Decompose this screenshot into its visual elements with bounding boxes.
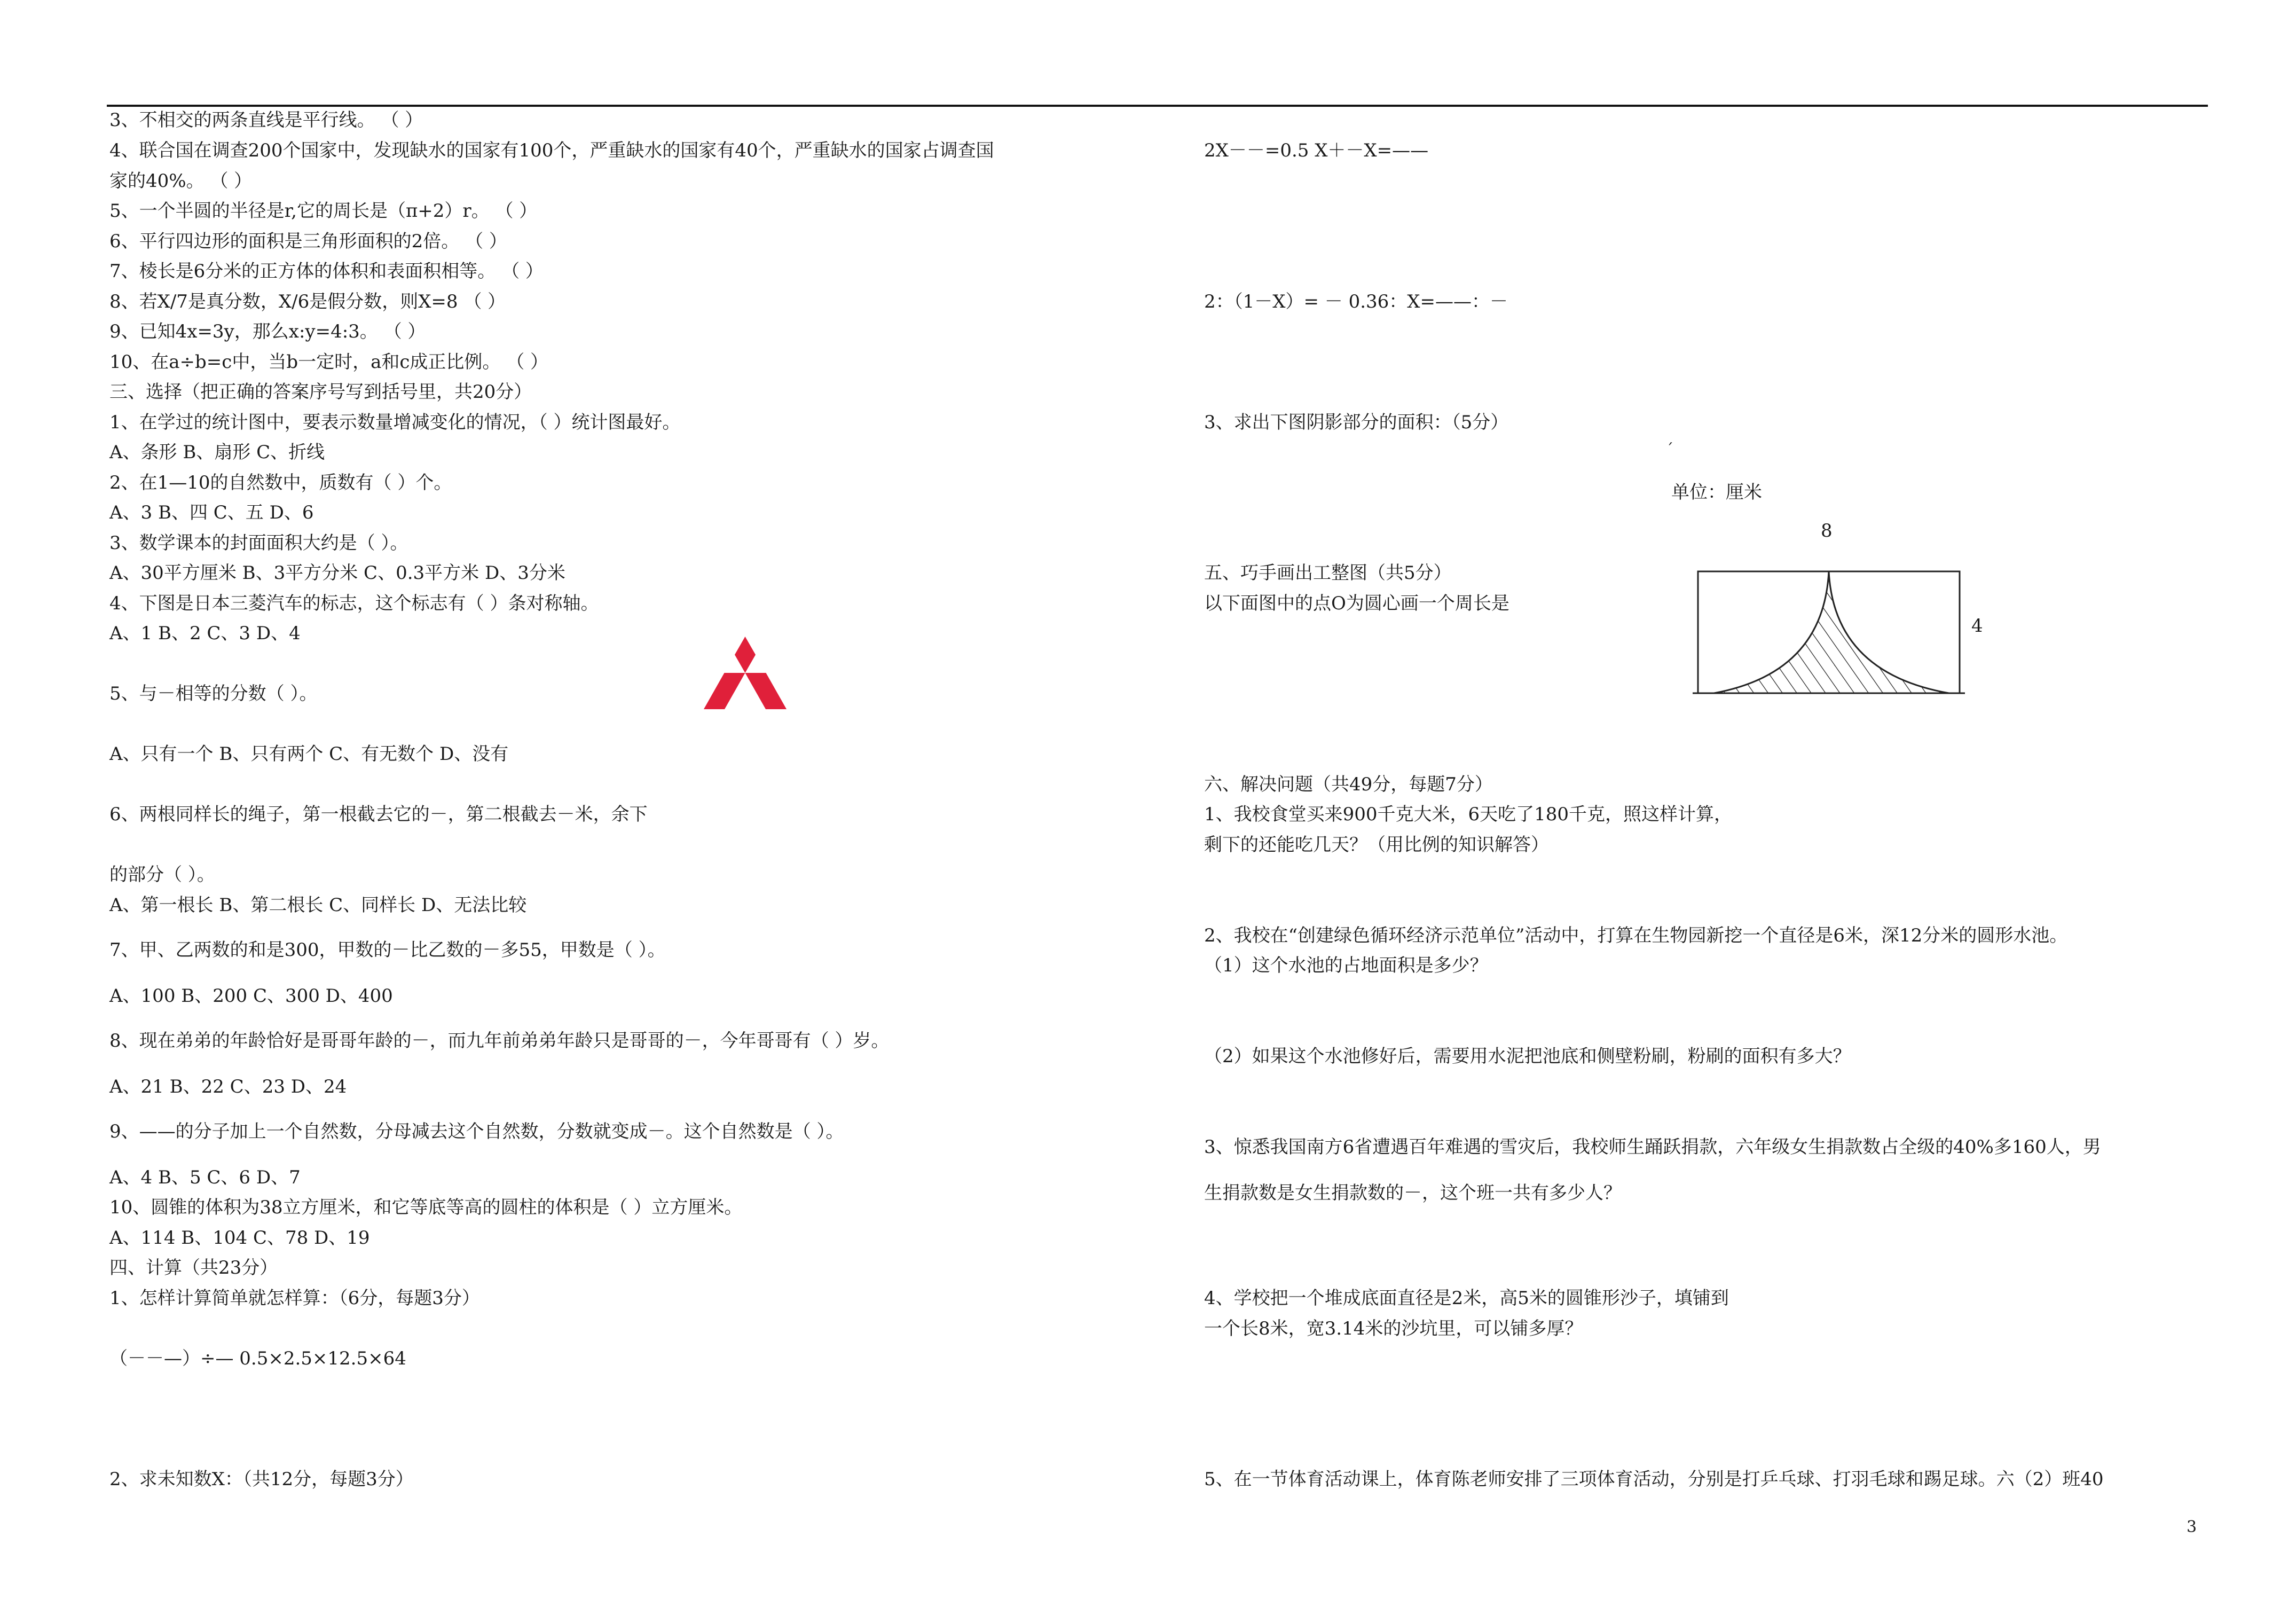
header-rule — [107, 105, 2208, 107]
choice-q6-options: A、第一根长 B、第二根长 C、同样长 D、无法比较 — [109, 895, 527, 916]
logo-top-diamond — [735, 637, 756, 673]
choice-q9-options: A、4 B、5 C、6 D、7 — [109, 1167, 301, 1188]
choice-q6: 6、两根同样长的绳子，第一根截去它的－，第二根截去－米，余下 — [109, 804, 648, 825]
choice-q7-options: A、100 B、200 C、300 D、400 — [109, 985, 393, 1007]
figure-width-label: 8 — [1821, 520, 1833, 542]
stray-mark: ˊ — [1666, 441, 1673, 458]
choice-q3-options: A、30平方厘米 B、3平方分米 C、0.3平方米 D、3分米 — [109, 562, 565, 584]
judge-item-6: 6、平行四边形的面积是三角形面积的2倍。 （ ） — [109, 231, 507, 252]
section-three-heading: 三、选择（把正确的答案序号写到括号里，共20分） — [109, 381, 532, 403]
choice-q1-options: A、条形 B、扇形 C、折线 — [109, 442, 325, 463]
figure-height-label: 4 — [1971, 615, 1983, 637]
choice-q4-options: A、1 B、2 C、3 D、4 — [109, 623, 301, 644]
problem-3-cont: 生捐款数是女生捐款数的－，这个班一共有多少人？ — [1204, 1182, 1622, 1204]
draw-instruction: 以下面图中的点O为圆心画一个周长是 — [1204, 593, 1509, 614]
problem-1: 1、我校食堂买来900千克大米，6天吃了180千克，照这样计算， — [1204, 804, 1733, 825]
choice-q10: 10、圆锥的体积为38立方厘米，和它等底等高的圆柱的体积是（ ）立方厘米。 — [109, 1197, 743, 1218]
choice-q8: 8、现在弟弟的年龄恰好是哥哥年龄的－，而九年前弟弟年龄只是哥哥的－，今年哥哥有（ ）岁。 — [109, 1030, 890, 1052]
judge-item-9: 9、已知4x=3y，那么x:y=4:3。 （ ） — [109, 321, 426, 342]
problem-2-part1: （1）这个水池的占地面积是多少？ — [1204, 955, 1488, 976]
choice-q2: 2、在1—10的自然数中，质数有（ ）个。 — [109, 472, 452, 493]
choice-q5-options: A、只有一个 B、只有两个 C、有无数个 D、没有 — [109, 743, 509, 765]
choice-q8-options: A、21 B、22 C、23 D、24 — [109, 1076, 347, 1097]
calc-q1: 1、怎样计算简单就怎样算：（6分，每题3分） — [109, 1288, 480, 1309]
mitsubishi-logo — [704, 637, 787, 709]
problem-1-cont: 剩下的还能吃几天？（用比例的知识解答） — [1204, 834, 1549, 856]
calc-q1-expressions: （－－—）÷— 0.5×2.5×12.5×64 — [109, 1348, 406, 1369]
problem-3: 3、惊悉我国南方6省遭遇百年难遇的雪灾后，我校师生踊跃捐款，六年级女生捐款数占全级的40%多160人，男 — [1204, 1136, 2101, 1158]
page-number: 3 — [2187, 1518, 2197, 1536]
judge-item-3: 3、不相交的两条直线是平行线。 （ ） — [109, 109, 423, 131]
shade-area-question: 3、求出下图阴影部分的面积：（5分） — [1204, 412, 1509, 433]
choice-q5: 5、与－相等的分数（ ）。 — [109, 683, 318, 704]
choice-q10-options: A、114 B、104 C、78 D、19 — [109, 1227, 370, 1249]
calc-q2: 2、求未知数X：（共12分，每题3分） — [109, 1469, 414, 1490]
unit-label: 单位：厘米 — [1671, 482, 1762, 503]
problem-5: 5、在一节体育活动课上，体育陈老师安排了三项体育活动，分别是打乒乓球、打羽毛球和踢足球。六（2）班40 — [1204, 1469, 2104, 1490]
problem-4-cont: 一个长8米，宽3.14米的沙坑里，可以铺多厚？ — [1204, 1318, 1583, 1339]
judge-item-7: 7、棱长是6分米的正方体的体积和表面积相等。 （ ） — [109, 261, 544, 282]
logo-right-diamond — [745, 673, 787, 709]
problem-2: 2、我校在“创建绿色循环经济示范单位”活动中，打算在生物园新挖一个直径是6米，深12分米的圆形水池。 — [1204, 925, 2068, 946]
logo-left-diamond — [704, 673, 745, 709]
section-five-heading: 五、巧手画出工整图（共5分） — [1204, 562, 1452, 584]
choice-q3: 3、数学课本的封面面积大约是（ ）。 — [109, 532, 408, 554]
equation-row-2: 2：（1－X）= － 0.36：X=——：－ — [1204, 291, 1508, 312]
choice-q4: 4、下图是日本三菱汽车的标志，这个标志有（ ）条对称轴。 — [109, 593, 599, 614]
problem-4: 4、学校把一个堆成底面直径是2米，高5米的圆锥形沙子，填铺到 — [1204, 1288, 1729, 1309]
choice-q2-options: A、3 B、四 C、五 D、6 — [109, 502, 314, 523]
judge-item-10: 10、在a÷b=c中，当b一定时，a和c成正比例。 （ ） — [109, 351, 549, 373]
judge-item-5: 5、一个半圆的半径是r,它的周长是（π+2）r。 （ ） — [109, 200, 538, 222]
choice-q7: 7、甲、乙两数的和是300，甲数的－比乙数的－多55，甲数是（ ）。 — [109, 939, 666, 961]
problem-2-part2: （2）如果这个水池修好后，需要用水泥把池底和侧壁粉刷，粉刷的面积有多大？ — [1204, 1046, 1851, 1067]
choice-q6-cont: 的部分（ ）。 — [109, 864, 215, 885]
judge-item-4-cont: 家的40%。 （ ） — [109, 170, 253, 192]
section-six-heading: 六、解决问题（共49分，每题7分） — [1204, 774, 1493, 795]
judge-item-8: 8、若X/7是真分数，X/6是假分数，则X=8 （ ） — [109, 291, 506, 312]
choice-q1: 1、在学过的统计图中，要表示数量增减变化的情况，（ ）统计图最好。 — [109, 412, 681, 433]
choice-q9: 9、——的分子加上一个自然数，分母减去这个自然数，分数就变成－。这个自然数是（ ）。 — [109, 1121, 844, 1142]
equation-row-1: 2X－－=0.5 X＋－X=—— — [1204, 140, 1429, 161]
section-four-heading: 四、计算（共23分） — [109, 1257, 278, 1278]
shaded-area-figure — [1682, 550, 1976, 700]
judge-item-4: 4、联合国在调查200个国家中，发现缺水的国家有100个，严重缺水的国家有40个，严重缺水的国家占调查国 — [109, 140, 994, 161]
